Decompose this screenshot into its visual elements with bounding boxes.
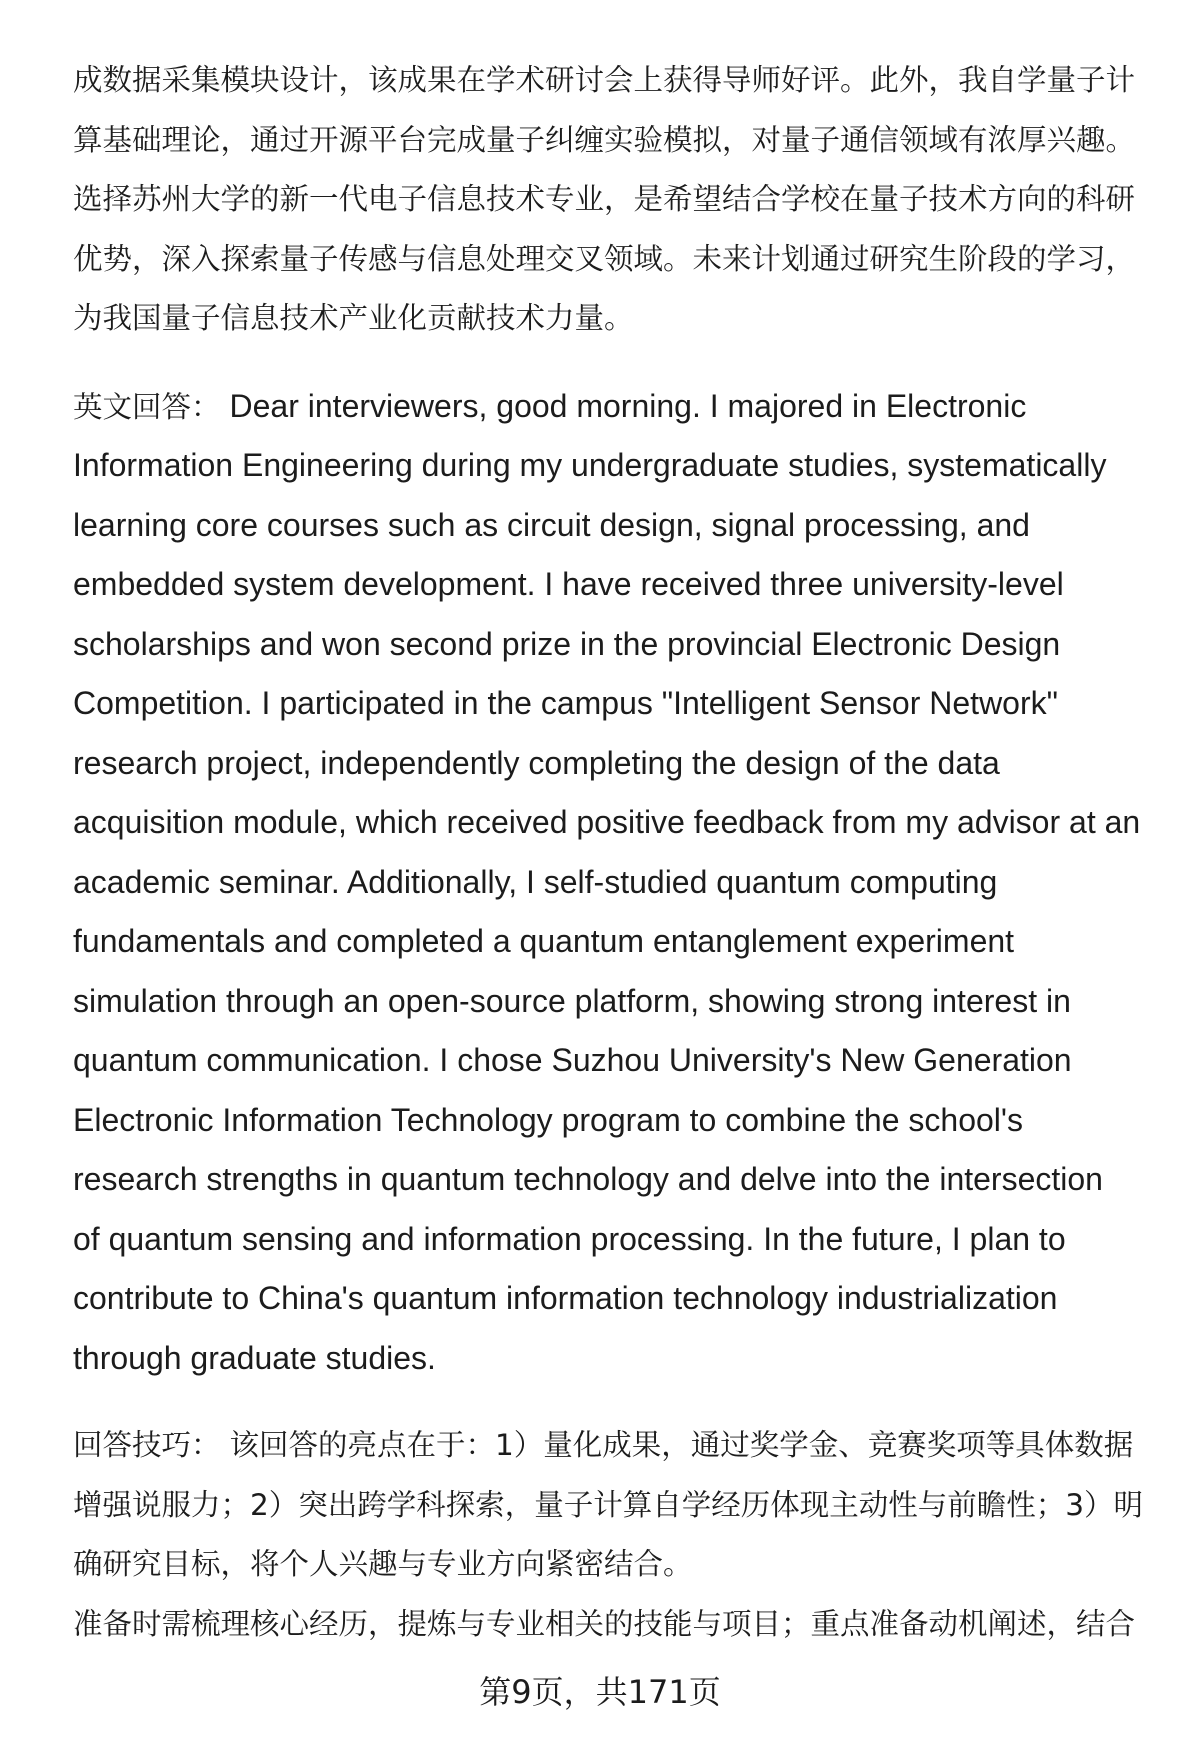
text-line: 优势，深入探索量子传感与信息处理交叉领域。未来计划通过研究生阶段的学习， bbox=[73, 241, 1136, 276]
english-answer-paragraph bbox=[73, 377, 1163, 1389]
text-line: learning core courses such as circuit design, signal processing, and bbox=[73, 506, 1030, 543]
text-line: contribute to China's quantum information technology industrialization bbox=[73, 1280, 1058, 1316]
answer-paragraph-continued bbox=[73, 51, 1163, 349]
text-line: 准备时需梳理核心经历，提炼与专业相关的技能与项目；重点准备动机阐述，结合 bbox=[73, 1606, 1136, 1641]
text-line: 成数据采集模块设计，该成果在学术研讨会上获得导师好评。此外，我自学量子计 bbox=[73, 63, 1136, 97]
text-line: research project, independently completing the design of the data bbox=[73, 744, 1000, 781]
text-line: 选择苏州大学的新一代电子信息技术专业，是希望结合学校在量子技术方向的科研 bbox=[73, 182, 1136, 216]
section-label-english-answer: 英文回答： bbox=[73, 389, 221, 424]
text-line: Competition. I participated in the campus "Intelligent Sensor Network" bbox=[73, 685, 1058, 721]
text-line bbox=[73, 1416, 1163, 1476]
text-line: of quantum sensing and information processing. In the future, I plan to bbox=[73, 1220, 1066, 1257]
page-content bbox=[73, 51, 1163, 1654]
text-line-content: Dear interviewers, good morning. I majored in Electronic bbox=[229, 387, 1027, 424]
text-line bbox=[73, 377, 1163, 437]
text-line: quantum communication. I chose Suzhou University's New Generation bbox=[73, 1042, 1072, 1078]
preparation-paragraph bbox=[73, 1595, 1163, 1655]
text-line: fundamentals and completed a quantum entanglement experiment bbox=[73, 923, 1015, 959]
text-line: Information Engineering during my undergraduate studies, systematically bbox=[73, 447, 1107, 483]
text-line: 确研究目标，将个人兴趣与专业方向紧密结合。 bbox=[73, 1547, 693, 1581]
section-label-answer-tips: 回答技巧： bbox=[73, 1428, 221, 1462]
text-line: scholarships and won second prize in the provincial Electronic Design bbox=[73, 625, 1061, 662]
text-line: research strengths in quantum technology and delve into the intersection bbox=[73, 1161, 1103, 1197]
page-footer: 第9页，共171页 bbox=[479, 1673, 721, 1711]
answer-tips-paragraph bbox=[73, 1416, 1163, 1595]
text-line: embedded system development. I have received three university-level bbox=[73, 566, 1064, 602]
text-line: academic seminar. Additionally, I self-studied quantum computing bbox=[73, 863, 998, 900]
text-line: through graduate studies. bbox=[73, 1339, 436, 1376]
text-line: Electronic Information Technology program to combine the school's bbox=[73, 1101, 1024, 1138]
text-line: 增强说服力；2）突出跨学科探索，量子计算自学经历体现主动性与前瞻性；3）明 bbox=[73, 1487, 1144, 1522]
text-line: simulation through an open-source platform, showing strong interest in bbox=[73, 982, 1071, 1019]
text-line-content: 该回答的亮点在于：1）量化成果，通过奖学金、竞赛奖项等具体数据 bbox=[229, 1428, 1134, 1462]
text-line: 为我国量子信息技术产业化贡献技术力量。 bbox=[73, 301, 634, 335]
text-line: acquisition module, which received positive feedback from my advisor at an bbox=[73, 804, 1141, 840]
text-line: 算基础理论，通过开源平台完成量子纠缠实验模拟，对量子通信领域有浓厚兴趣。 bbox=[73, 122, 1136, 157]
